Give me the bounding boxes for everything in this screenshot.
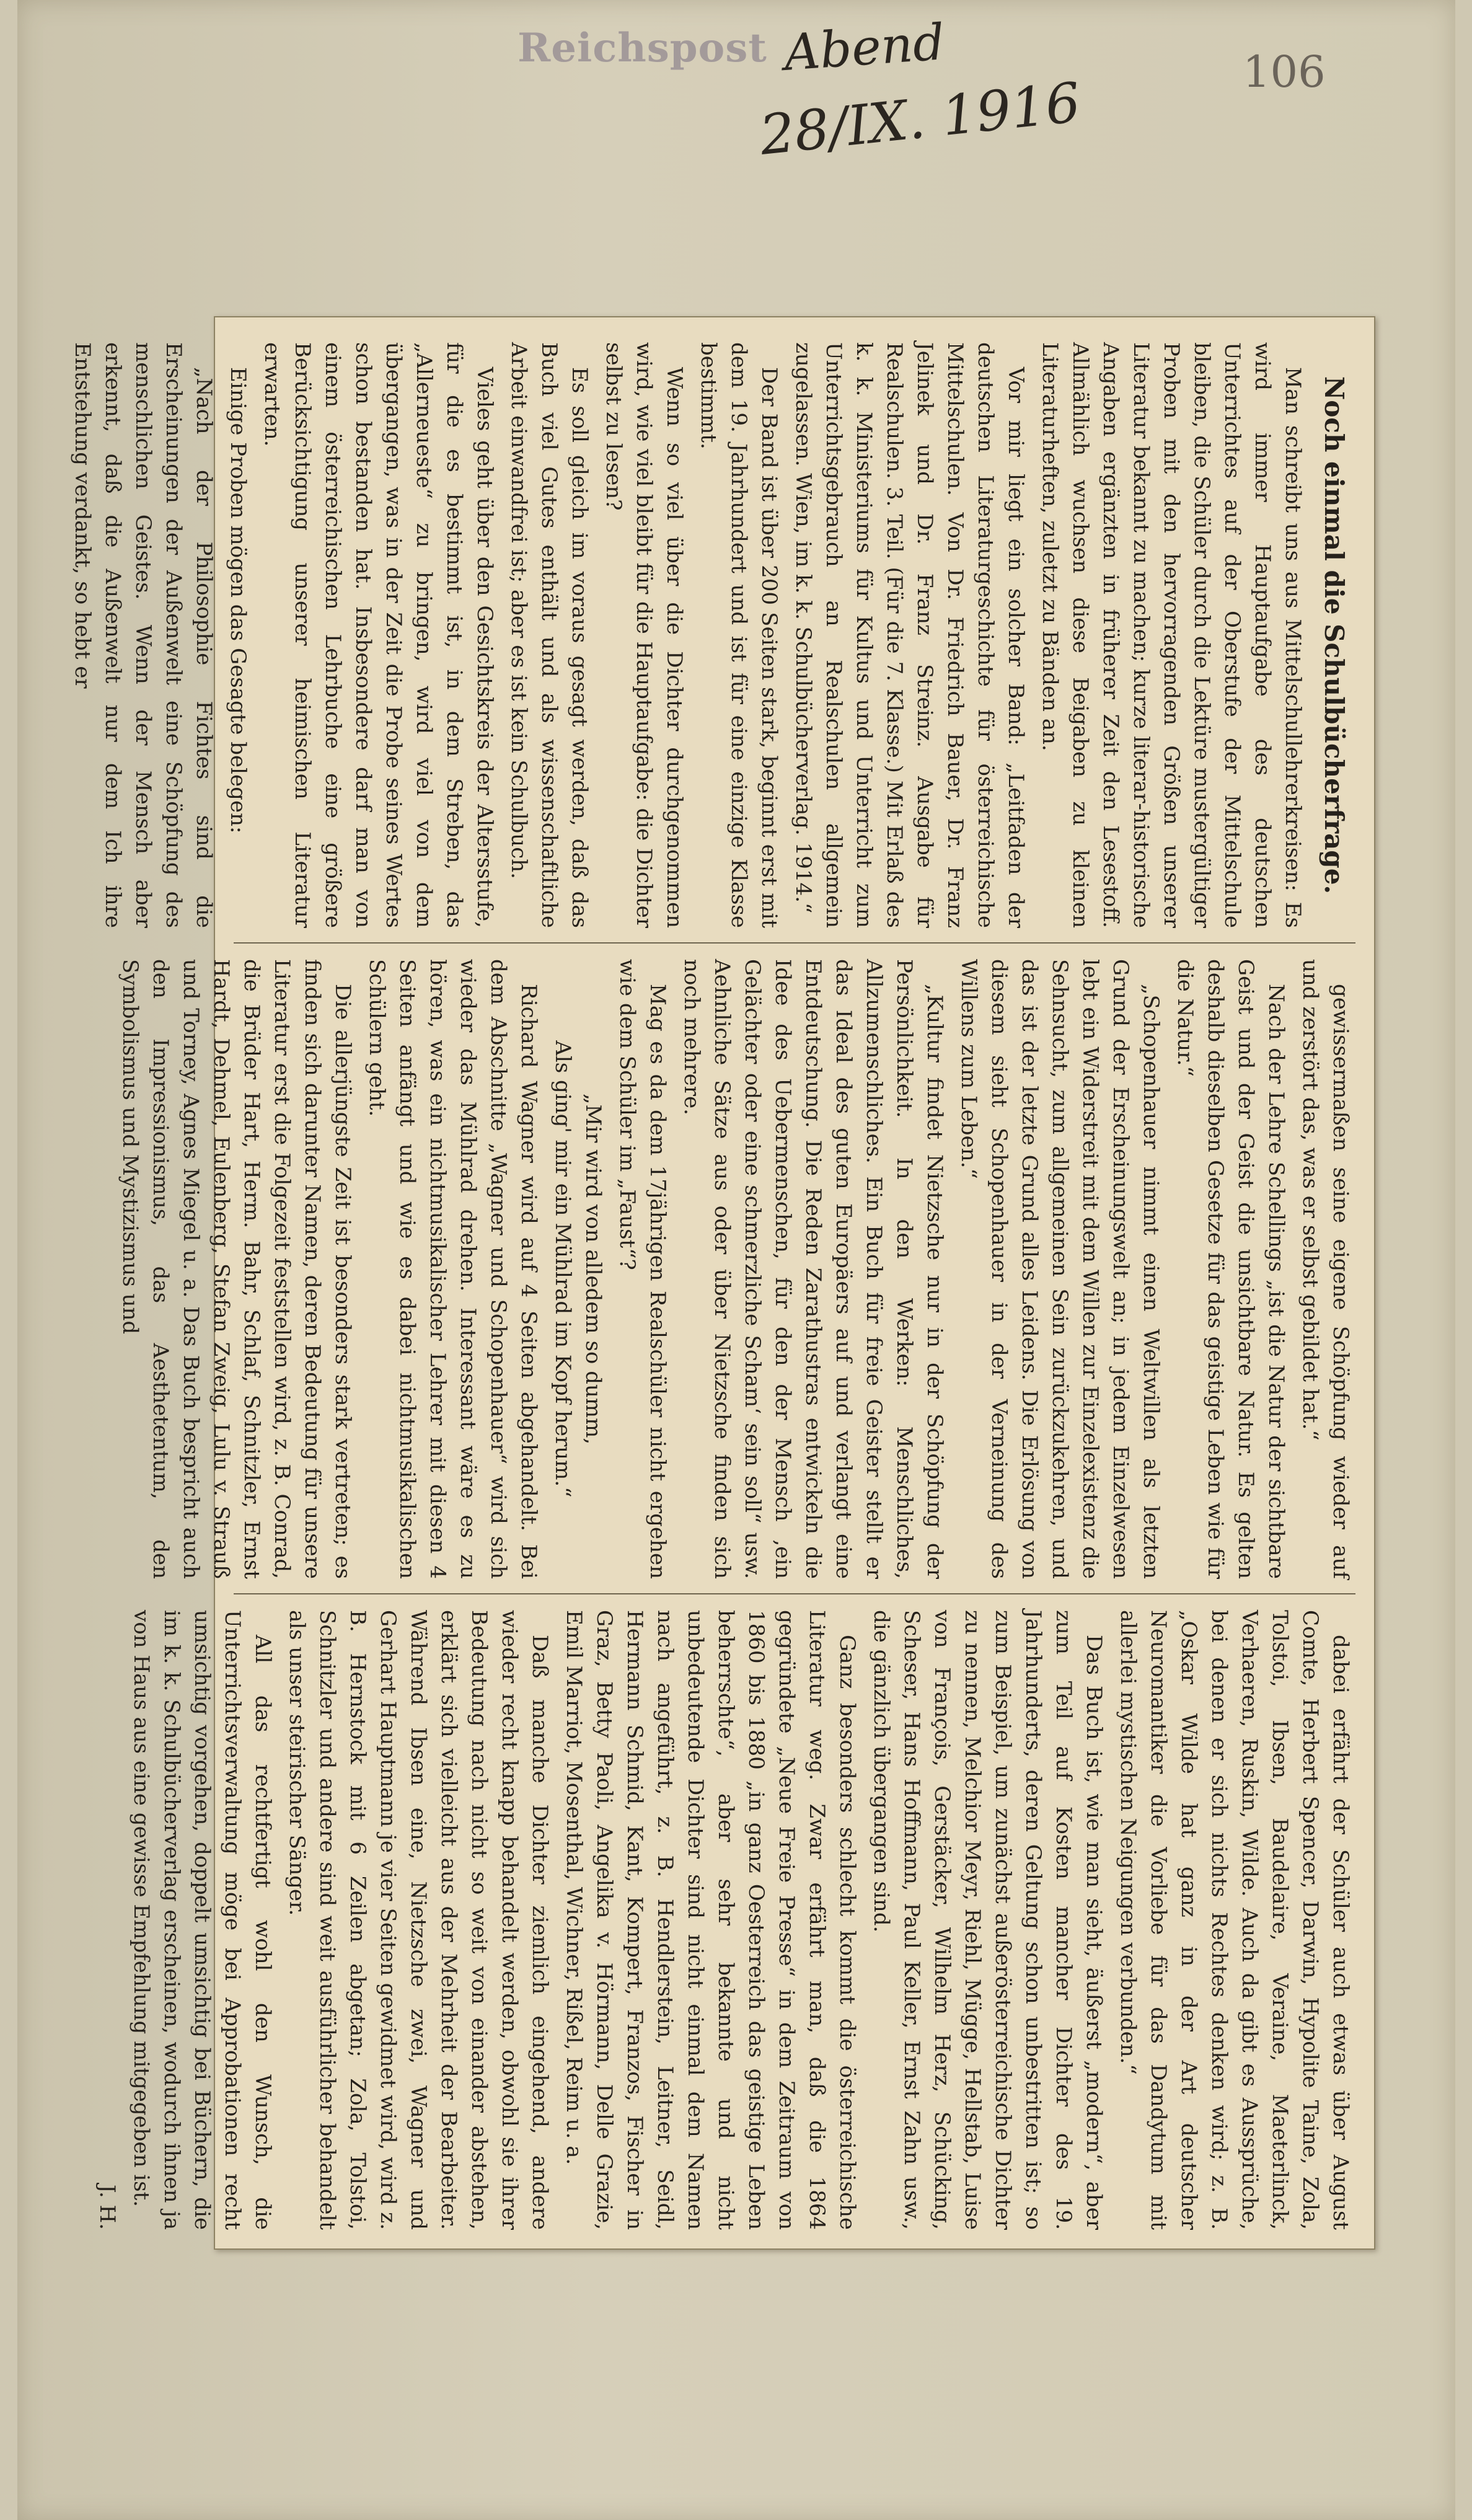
article-signature: J. H. — [95, 2184, 120, 2230]
newspaper-stamp: Reichspost — [518, 25, 767, 71]
handwritten-edition: Abend — [782, 13, 946, 82]
paragraph: Der Band ist über 200 Seiten stark, beginnt erst mit dem 19. Jahrhundert und ist für eine einzige Klasse bestimmt. — [696, 342, 782, 928]
handwritten-date: 28/IX. 1916 — [757, 70, 1083, 167]
paragraph: Es soll gleich im voraus gesagt werden, daß das Buch viel Gutes enthält und als wissenschaftliche Arbeit einwandfrei ist; aber es ist kein Schulbuch. — [506, 342, 592, 928]
paragraph: Die allerjüngste Zeit ist besonders stark vertreten; es finden sich darunter Namen, deren Bedeutung für unsere Literatur erst die Folgezeit feststellen wird, z. B. Conrad, die Brüder Hart, Herm. Bahr, Schlaf, Schnitzler, Ernst Hardt, Dehmel, Eulenberg, Stefan Zweig, Lulu v. Strauß und Torney, Agnes Miegel u. a. Das Buch bespricht auch den Impressionismus, das Aesthetentum, den Symbolismus und Mystizismus und — [118, 959, 355, 1579]
paragraph: Wenn so viel über die Dichter durchgenommen wird, wie viel bleibt für die Hauptaufgabe: die Dichter selbst zu lesen? — [601, 342, 687, 928]
paragraph: Richard Wagner wird auf 4 Seiten abgehandelt. Bei dem Abschnitte „Wagner und Schopenhauer“ wird sich wieder das Mühlrad drehen. Interessant wäre es zu hören, was ein nichtmusikalischer Lehrer mit diesen 4 Seiten anfängt und wie es dabei nichtmusikalischen Schülern geht. — [364, 959, 541, 1579]
article-title: Noch einmal die Schulbücherfrage. — [1319, 376, 1349, 895]
column-divider — [234, 1593, 1355, 1594]
article-column-3 — [95, 1610, 1355, 2230]
paragraph: „Nach der Philosophie Fichtes sind die Erscheinungen der Außenwelt eine Schöpfung des menschlichen Geistes. Wenn der Mensch aber erkennt, daß die Außenwelt nur dem Ich ihre Entstehung verdankt, so hebt er — [70, 342, 216, 928]
newspaper-clipping — [70, 316, 1375, 2250]
handwritten-page-number: 106 — [1243, 46, 1326, 97]
paragraph: Ganz besonders schlecht kommt die österreichische Literatur weg. Zwar erfährt man, daß die 1864 gegründete „Neue Freie Presse“ in dem Zeitraum von 1860 bis 1880 „in ganz Oesterreich das geistige Leben beherrschte“, aber sehr bekannte und nicht unbedeutende Dichter sind nicht einmal dem Namen nach angeführt, z. B. Hendlerstein, Leitner, Seidl, Hermann Schmid, Kant, Kompert, Franzos, Fischer in Graz, Betty Paoli, Angelika v. Hörmann, Delle Grazie, Emil Marriot, Mosenthal, Wichner, Rißel, Reim u. a. — [562, 1610, 860, 2230]
rotated-article — [70, 317, 1374, 2248]
paragraph: „Schopenhauer nimmt einen Weltwillen als letzten Grund der Erscheinungswelt an; in jedem Einzelwesen lebt ein Widerstreit mit dem Willen zur Einzelexistenz die Sehnsucht, zum allgemeinen Sein zurückzukehren, und das ist der letzte Grund alles Leidens. Die Erlösung von diesem sieht Schopenhauer in der Verneinung des Willens zum Leben.“ — [956, 959, 1163, 1579]
paragraph: Nach der Lehre Schellings „ist die Natur der sichtbare Geist und der Geist die unsichtbare Natur. Es gelten deshalb dieselben Gesetze für das geistige Leben wie für die Natur.“ — [1173, 959, 1289, 1579]
paragraph: Mag es da dem 17jährigen Realschüler nicht ergehen wie dem Schüler im „Faust“? — [615, 959, 670, 1579]
article-column-2 — [118, 959, 1355, 1579]
paragraph: Einige Proben mögen das Gesagte belegen: — [226, 367, 250, 834]
column-divider — [234, 942, 1355, 944]
paragraph: Das Buch ist, wie man sieht, äußerst „modern“, aber zum Teil auf Kosten mancher Dichter des 19. Jahrhunderts, deren Geltung schon unbestritten ist; so zum Beispiel, um zunächst außerösterreichische Dichter zu nennen, Melchior Meyr, Riehl, Mügge, Hellstab, Luise von François, Gerstäcker, Wilhelm Herz, Schücking, Scheser, Hans Hoffmann, Paul Keller, Ernst Zahn usw., die gänzlich übergangen sind. — [869, 1610, 1106, 2230]
paragraph: Vor mir liegt ein solcher Band: „Leitfaden der deutschen Literaturgeschichte für österreichische Mittelschulen. Von Dr. Friedrich Bauer, Dr. Franz Jelinek und Dr. Franz Streinz. Ausgabe für Realschulen. 3. Teil. (Für die 7. Klasse.) Mit Erlaß des k. k. Ministeriums für Kultus und Unterricht zum Unterrichtsgebrauch an Realschulen allgemein zugelassen. Wien, im k. k. Schulbücherverlag. 1914.“ — [791, 342, 1028, 928]
paragraph: All das rechtfertigt wohl den Wunsch, die Unterrichtsverwaltung möge bei Approbationen recht umsichtig vorgehen, doppelt umsichtig bei Büchern, die im k. k. Schulbücherverlag erscheinen, wodurch ihnen ja von Haus aus eine gewisse Empfehlung mitgegeben ist. — [129, 1610, 275, 2230]
paragraph: Daß manche Dichter ziemlich eingehend, andere wieder recht knapp behandelt werden, obwohl sie ihrer Bedeutung nach nicht so weit von einander abstehen, erklärt sich vielleicht aus der Mehrheit der Bearbeiter. Während Ibsen eine, Nietzsche zwei, Wagner und Gerhart Hauptmann je vier Seiten gewidmet wird, wird z. B. Hernstock mit 6 Zeilen abgetan; Zola, Tolstoi, Schnitzler und andere sind weit ausführlicher behandelt als unser steirischer Sänger. — [284, 1610, 552, 2230]
paragraph: gewissermaßen seine eigene Schöpfung wieder auf und zerstört das, was er selbst gebildet hat.“ — [1298, 959, 1353, 1579]
verse-quote: „Mir wird von alledem so dumm, Als ging' mir ein Mühlrad im Kopf herum.“ — [550, 1040, 606, 1498]
paragraph: „Kultur findet Nietzsche nur in der Schöpfung der Persönlichkeit. In den Werken: Menschliches, Allzumenschliches. Ein Buch für freie Geister stellt er das Ideal des guten Europäers auf und verlangt eine Entdeutschung. Die Reden Zarathustras entwickeln die Idee des Uebermenschen, für den der Mensch ‚ein Gelächter oder eine schmerzliche Scham‘ sein soll“ usw. Aehnliche Sätze aus oder über Nietzsche finden sich noch mehrere. — [679, 959, 947, 1579]
article-column-1 — [70, 342, 1355, 928]
paragraph: Vieles geht über den Gesichtskreis der Altersstufe, für die es bestimmt ist, in dem Streben, das „Allerneueste“ zu bringen, wird viel von dem übergangen, was in der Zeit die Probe seines Wertes schon bestanden hat. Insbesondere darf man von einem österreichischen Lehrbuche eine größere Berücksichtigung unserer heimischen Literatur erwarten. — [260, 342, 497, 928]
paragraph: Man schreibt uns aus Mittelschullehrerkreisen: Es wird immer Hauptaufgabe des deutschen Unterrichtes auf der Oberstufe der Mittelschule bleiben, die Schüler durch die Lektüre mustergültiger Proben mit den hervorragenden Größen unserer Literatur bekannt zu machen; kurze literar-historische Angaben ergänzten in früherer Zeit den Lesestoff. Allmählich wuchsen diese Beigaben zu kleinen Literaturheften, zuletzt zu Bänden an. — [1038, 342, 1305, 928]
paragraph: dabei erfährt der Schüler auch etwas über August Comte, Herbert Spencer, Darwin, Hypolite Taine, Zola, Tolstoi, Ibsen, Baudelaire, Veraine, Maeterlinck, Verhaeren, Ruskin, Wilde. Auch da gibt es Aussprüche, bei denen er sich nichts Rechtes denken wird; z. B. „Oskar Wilde hat ganz in der Art deutscher Neuromantiker die Vorliebe für das Dandytum mit allerlei mystischen Neigungen verbunden.“ — [1116, 1610, 1353, 2230]
